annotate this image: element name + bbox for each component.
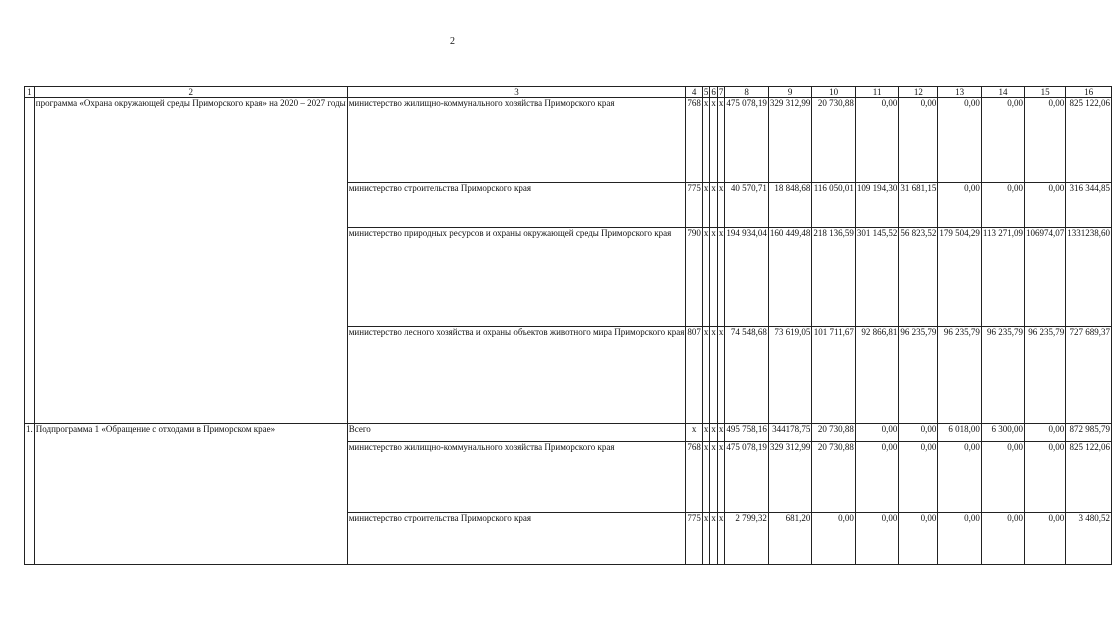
value-cell: 194 934,04 — [725, 228, 769, 327]
cell-x: x — [717, 442, 725, 513]
value-cell: 0,00 — [899, 513, 938, 565]
value-cell: 74 548,68 — [725, 327, 769, 424]
value-cell: 101 711,67 — [812, 327, 856, 424]
value-cell: 0,00 — [899, 98, 938, 183]
cell-x: x — [717, 424, 725, 442]
value-cell: 0,00 — [938, 513, 982, 565]
total-cell: 727 689,37 — [1066, 327, 1112, 424]
value-cell: 56 823,52 — [899, 228, 938, 327]
value-cell: 475 078,19 — [725, 98, 769, 183]
cell-x: x — [702, 98, 710, 183]
row-number — [25, 98, 35, 424]
column-number: 2 — [34, 87, 347, 98]
value-cell: 329 312,99 — [768, 442, 812, 513]
ministry-code: 807 — [686, 327, 703, 424]
cell-x: x — [710, 424, 718, 442]
cell-x: x — [717, 228, 725, 327]
ministry-code: 768 — [686, 98, 703, 183]
value-cell: 6 018,00 — [938, 424, 982, 442]
ministry-code: 768 — [686, 442, 703, 513]
value-cell: 0,00 — [938, 183, 982, 228]
cell-x: x — [702, 228, 710, 327]
value-cell: 0,00 — [981, 98, 1024, 183]
value-cell: 0,00 — [812, 513, 856, 565]
value-cell: 2 799,32 — [725, 513, 769, 565]
value-cell: 0,00 — [855, 442, 899, 513]
cell-x: x — [710, 513, 718, 565]
value-cell: 681,20 — [768, 513, 812, 565]
value-cell: 0,00 — [1025, 513, 1066, 565]
ministry-name: министерство жилищно-коммунального хозяйства Приморского края — [347, 442, 686, 513]
ministry-name: министерство лесного хозяйства и охраны объектов животного мира Приморского края — [347, 327, 686, 424]
value-cell: 31 681,15 — [899, 183, 938, 228]
column-number: 9 — [768, 87, 812, 98]
ministry-code: x — [686, 424, 703, 442]
program-name: программа «Охрана окружающей среды Приморского края» на 2020 – 2027 годы — [34, 98, 347, 424]
value-cell: 0,00 — [938, 98, 982, 183]
value-cell: 0,00 — [1025, 183, 1066, 228]
subprogram-name: Подпрограмма 1 «Обращение с отходами в Приморском крае» — [34, 424, 347, 565]
value-cell: 0,00 — [855, 424, 899, 442]
cell-x: x — [702, 183, 710, 228]
cell-x: x — [710, 228, 718, 327]
value-cell: 0,00 — [899, 442, 938, 513]
column-number: 16 — [1066, 87, 1112, 98]
value-cell: 6 300,00 — [981, 424, 1024, 442]
cell-x: x — [702, 327, 710, 424]
value-cell: 0,00 — [981, 513, 1024, 565]
value-cell: 329 312,99 — [768, 98, 812, 183]
value-cell: 0,00 — [855, 513, 899, 565]
column-number: 4 — [686, 87, 703, 98]
value-cell: 344178,75 — [768, 424, 812, 442]
column-number: 13 — [938, 87, 982, 98]
value-cell: 218 136,59 — [812, 228, 856, 327]
value-cell: 96 235,79 — [938, 327, 982, 424]
value-cell: 96 235,79 — [899, 327, 938, 424]
cell-x: x — [702, 424, 710, 442]
value-cell: 113 271,09 — [981, 228, 1024, 327]
cell-x: x — [710, 183, 718, 228]
total-cell: 1331238,60 — [1066, 228, 1112, 327]
value-cell: 301 145,52 — [855, 228, 899, 327]
ministry-name: министерство природных ресурсов и охраны окружающей среды Приморского края — [347, 228, 686, 327]
value-cell: 116 050,01 — [812, 183, 856, 228]
column-number-row — [25, 87, 1112, 98]
value-cell: 0,00 — [1025, 98, 1066, 183]
column-number: 15 — [1025, 87, 1066, 98]
value-cell: 18 848,68 — [768, 183, 812, 228]
value-cell: 92 866,81 — [855, 327, 899, 424]
value-cell: 179 504,29 — [938, 228, 982, 327]
column-number: 8 — [725, 87, 769, 98]
value-cell: 0,00 — [1025, 424, 1066, 442]
value-cell: 20 730,88 — [812, 424, 856, 442]
total-cell: 825 122,06 — [1066, 98, 1112, 183]
value-cell: 475 078,19 — [725, 442, 769, 513]
ministry-name: министерство строительства Приморского края — [347, 513, 686, 565]
value-cell: 0,00 — [899, 424, 938, 442]
value-cell: 20 730,88 — [812, 98, 856, 183]
cell-x: x — [702, 442, 710, 513]
value-cell: 0,00 — [855, 98, 899, 183]
budget-table — [24, 86, 1112, 565]
cell-x: x — [717, 98, 725, 183]
table-row — [25, 424, 1112, 442]
cell-x: x — [710, 442, 718, 513]
cell-x: x — [710, 98, 718, 183]
page-number: 2 — [450, 36, 455, 47]
value-cell: 20 730,88 — [812, 442, 856, 513]
total-cell: 3 480,52 — [1066, 513, 1112, 565]
value-cell: 96 235,79 — [1025, 327, 1066, 424]
column-number: 10 — [812, 87, 856, 98]
cell-x: x — [710, 327, 718, 424]
total-cell: 316 344,85 — [1066, 183, 1112, 228]
ministry-code: 775 — [686, 183, 703, 228]
column-number: 12 — [899, 87, 938, 98]
cell-x: x — [717, 327, 725, 424]
column-number: 11 — [855, 87, 899, 98]
value-cell: 0,00 — [938, 442, 982, 513]
ministry-code: 790 — [686, 228, 703, 327]
total-cell: 872 985,79 — [1066, 424, 1112, 442]
value-cell: 0,00 — [981, 183, 1024, 228]
value-cell: 73 619,05 — [768, 327, 812, 424]
value-cell: 0,00 — [981, 442, 1024, 513]
value-cell: 40 570,71 — [725, 183, 769, 228]
cell-x: x — [717, 513, 725, 565]
column-number: 5 — [703, 87, 709, 97]
value-cell: 0,00 — [1025, 442, 1066, 513]
cell-x: x — [717, 183, 725, 228]
total-cell: 825 122,06 — [1066, 442, 1112, 513]
column-number: 7 — [718, 87, 724, 97]
table-row — [25, 98, 1112, 183]
ministry-name: министерство строительства Приморского края — [347, 183, 686, 228]
column-number: 6 — [711, 87, 716, 97]
ministry-name: Всего — [347, 424, 686, 442]
ministry-code: 775 — [686, 513, 703, 565]
value-cell: 106974,07 — [1025, 228, 1066, 327]
column-number: 14 — [981, 87, 1024, 98]
row-number: 1. — [25, 424, 35, 565]
column-number: 1 — [25, 87, 35, 98]
cell-x: x — [702, 513, 710, 565]
column-number: 3 — [347, 87, 686, 98]
value-cell: 160 449,48 — [768, 228, 812, 327]
value-cell: 96 235,79 — [981, 327, 1024, 424]
ministry-name: министерство жилищно-коммунального хозяйства Приморского края — [347, 98, 686, 183]
value-cell: 109 194,30 — [855, 183, 899, 228]
value-cell: 495 758,16 — [725, 424, 769, 442]
